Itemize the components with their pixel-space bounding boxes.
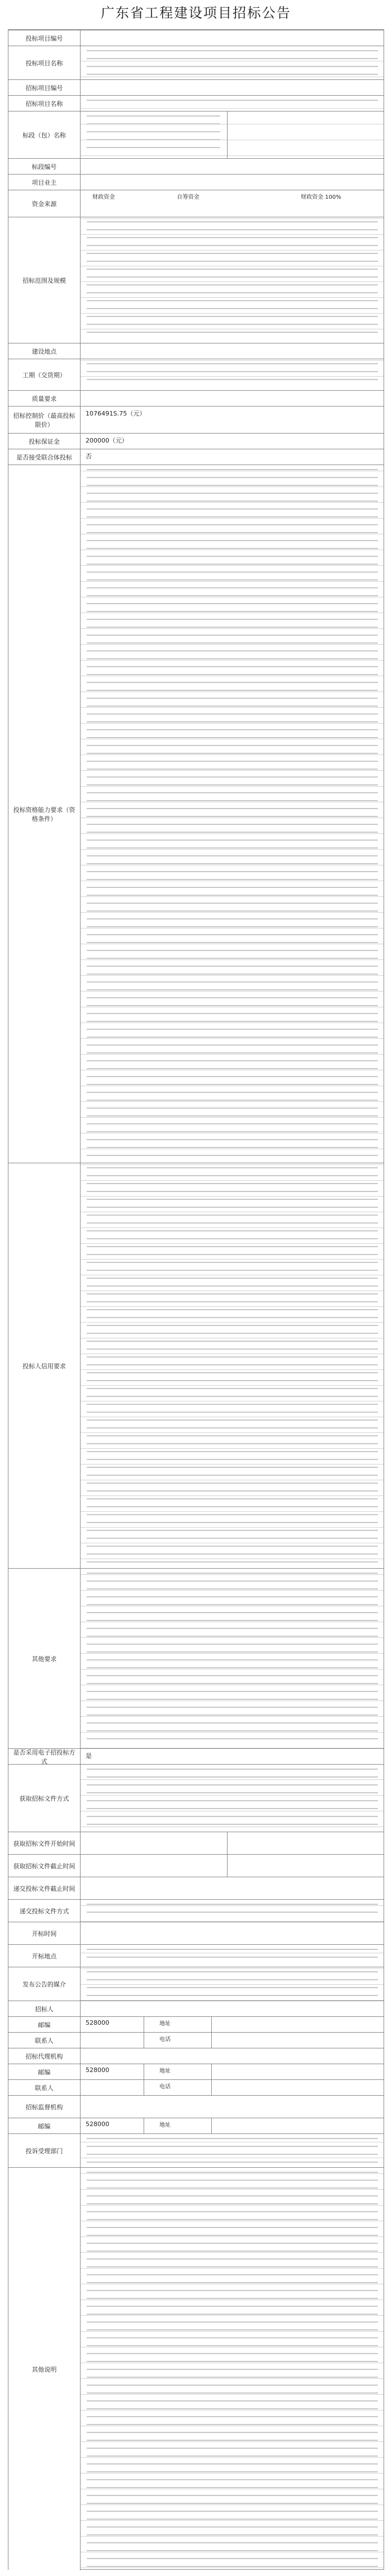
row-tender-name xyxy=(8,95,384,111)
complaint-value xyxy=(81,2134,384,2167)
tenderer-label: 招标人 xyxy=(8,2001,81,2016)
bid-section-value xyxy=(81,111,226,158)
joint-value: 否 xyxy=(81,449,384,465)
project-code-label: 投标项目编号 xyxy=(8,30,81,46)
scope-value xyxy=(81,217,384,343)
registration-value: 是 xyxy=(81,1749,384,1764)
submit-method-value xyxy=(81,1900,384,1922)
row-opening-time xyxy=(8,1922,384,1944)
row-supervision-address xyxy=(8,2118,384,2133)
row-obtain-end xyxy=(8,1854,384,1877)
qualification-label: 投标资格能力要求（资格条件） xyxy=(8,465,81,1163)
obtain-end-value xyxy=(81,1855,384,1877)
row-deposit xyxy=(8,433,384,449)
project-name-value xyxy=(81,46,384,79)
postcode-label: 邮编 xyxy=(8,2017,81,2032)
row-qualification xyxy=(8,465,384,1163)
deposit-label: 投标保证金 xyxy=(8,434,81,449)
tender-name-value xyxy=(81,96,384,111)
credit-value xyxy=(81,1163,384,1568)
price-cap-label: 招标控制价（最高投标限价） xyxy=(8,407,81,433)
phone-label-1: 电话 xyxy=(159,2037,171,2043)
project-owner-value xyxy=(81,175,384,190)
bid-section-code-label: 标段编号 xyxy=(8,159,81,174)
location-value xyxy=(81,343,384,359)
other-notes-value xyxy=(81,2168,384,2570)
duration-value xyxy=(81,359,384,390)
tenderer-value xyxy=(81,2001,384,2016)
deposit-value: 200000（元） xyxy=(81,434,384,449)
other-notes-label: 其他说明 xyxy=(8,2168,81,2570)
obtain-method-value xyxy=(81,1765,384,1832)
complaint-label: 投诉受理部门 xyxy=(8,2134,81,2167)
quality-label: 质量要求 xyxy=(8,391,81,406)
obtain-end-label: 获取招标文件截止时间 xyxy=(8,1855,81,1877)
tender-name-label: 招标项目名称 xyxy=(8,96,81,111)
postcode-divider-2 xyxy=(211,2017,212,2032)
bid-section-code-value xyxy=(81,159,384,174)
row-duration xyxy=(8,359,384,390)
agency-contact-value xyxy=(81,2080,384,2095)
submit-deadline-value xyxy=(81,1877,384,1899)
bid-section-divider xyxy=(227,111,228,158)
page-title: 广东省工程建设项目招标公告 xyxy=(101,5,291,21)
submit-deadline-label: 递交投标文件截止时间 xyxy=(8,1877,81,1899)
agency-postcode-label: 邮编 xyxy=(8,2064,81,2079)
supervision-divider-2 xyxy=(211,2118,212,2133)
opening-place-value xyxy=(81,1945,384,1967)
row-joint xyxy=(8,449,384,465)
registration-label: 是否采用电子招投标方式 xyxy=(8,1749,81,1764)
fund-self-raised: 自筹资金 xyxy=(177,194,199,200)
row-opening-place xyxy=(8,1944,384,1967)
row-agency-address xyxy=(8,2064,384,2079)
credit-label: 投标人信用要求 xyxy=(8,1163,81,1568)
price-cap-value: 1076491S.75（元） xyxy=(81,407,384,433)
qualification-value xyxy=(81,465,384,1163)
opening-place-label: 开标地点 xyxy=(8,1945,81,1967)
row-tender-code xyxy=(8,79,384,95)
row-supervision xyxy=(8,2095,384,2118)
row-price-cap xyxy=(8,406,384,433)
joint-label: 是否接受联合体投标 xyxy=(8,449,81,465)
agency-contact-divider-2 xyxy=(211,2080,212,2095)
row-publish xyxy=(8,1967,384,2001)
row-obtain-start xyxy=(8,1832,384,1854)
row-project-owner xyxy=(8,174,384,190)
duration-label: 工期（交货期） xyxy=(8,359,81,390)
row-tenderer xyxy=(8,2001,384,2016)
obtain-start-divider xyxy=(227,1832,228,1854)
phone-label-2: 电话 xyxy=(159,2084,171,2090)
address-label-2: 地址 xyxy=(159,2068,171,2074)
supervision-postcode-label: 邮编 xyxy=(8,2118,81,2133)
fund-government: 财政资金 xyxy=(92,194,115,200)
agency-divider-2 xyxy=(211,2064,212,2079)
row-quality xyxy=(8,390,384,406)
row-tenderer-postcode xyxy=(8,2016,384,2032)
contact-divider-2 xyxy=(211,2033,212,2048)
row-agency xyxy=(8,2048,384,2064)
project-owner-label: 项目业主 xyxy=(8,175,81,190)
publish-value xyxy=(81,1967,384,2001)
agency-postcode-value: 528000 xyxy=(81,2064,384,2079)
row-project-name xyxy=(8,46,384,79)
row-agency-contact xyxy=(8,2079,384,2095)
fund-source-values xyxy=(81,190,384,217)
supervision-label: 招标监督机构 xyxy=(8,2096,81,2118)
postcode-value: 528000 xyxy=(81,2017,384,2032)
fund-source-label: 资金来源 xyxy=(8,190,81,217)
agency-value xyxy=(81,2048,384,2064)
row-other-notes xyxy=(8,2167,384,2570)
address-label-1: 地址 xyxy=(159,2021,171,2027)
agency-label: 招标代理机构 xyxy=(8,2048,81,2064)
row-scope xyxy=(8,217,384,343)
row-location xyxy=(8,343,384,359)
address-label-3: 地址 xyxy=(159,2122,171,2128)
fund-ratio: 财政资金 100% xyxy=(301,194,341,200)
row-credit xyxy=(8,1163,384,1568)
row-registration xyxy=(8,1748,384,1764)
row-bid-section xyxy=(8,111,384,158)
project-code-value xyxy=(81,30,384,46)
obtain-start-label: 获取招标文件开始时间 xyxy=(8,1832,81,1854)
row-project-code xyxy=(8,30,384,46)
location-label: 建设地点 xyxy=(8,343,81,359)
tender-code-value xyxy=(81,80,384,95)
row-submit-method xyxy=(8,1899,384,1922)
row-submit-deadline xyxy=(8,1877,384,1899)
row-obtain-method xyxy=(8,1764,384,1832)
row-bid-section-code xyxy=(8,158,384,174)
row-fund-source xyxy=(8,190,384,217)
tender-code-label: 招标项目编号 xyxy=(8,80,81,95)
opening-time-label: 开标时间 xyxy=(8,1922,81,1944)
row-tenderer-contact xyxy=(8,2032,384,2048)
contact-person-label: 联系人 xyxy=(8,2033,81,2048)
bid-section-label: 标段（包）名称 xyxy=(8,111,81,158)
supervision-value xyxy=(81,2096,384,2118)
contact-person-value xyxy=(81,2033,384,2048)
opening-time-value xyxy=(81,1922,384,1944)
obtain-end-divider xyxy=(227,1855,228,1877)
supervision-postcode-value: 528000 xyxy=(81,2118,384,2133)
row-other xyxy=(8,1568,384,1748)
submit-method-label: 递交投标文件方式 xyxy=(8,1900,81,1922)
obtain-start-value xyxy=(81,1832,384,1854)
row-complaint xyxy=(8,2133,384,2167)
obtain-method-label: 获取招标文件方式 xyxy=(8,1765,81,1832)
other-value xyxy=(81,1569,384,1748)
project-name-label: 投标项目名称 xyxy=(8,46,81,79)
other-label: 其他要求 xyxy=(8,1569,81,1748)
scope-label: 招标范围及规模 xyxy=(8,217,81,343)
agency-contact-label: 联系人 xyxy=(8,2080,81,2095)
announcement-table xyxy=(8,29,384,2570)
publish-label: 发布公告的媒介 xyxy=(8,1967,81,2001)
quality-value xyxy=(81,391,384,406)
